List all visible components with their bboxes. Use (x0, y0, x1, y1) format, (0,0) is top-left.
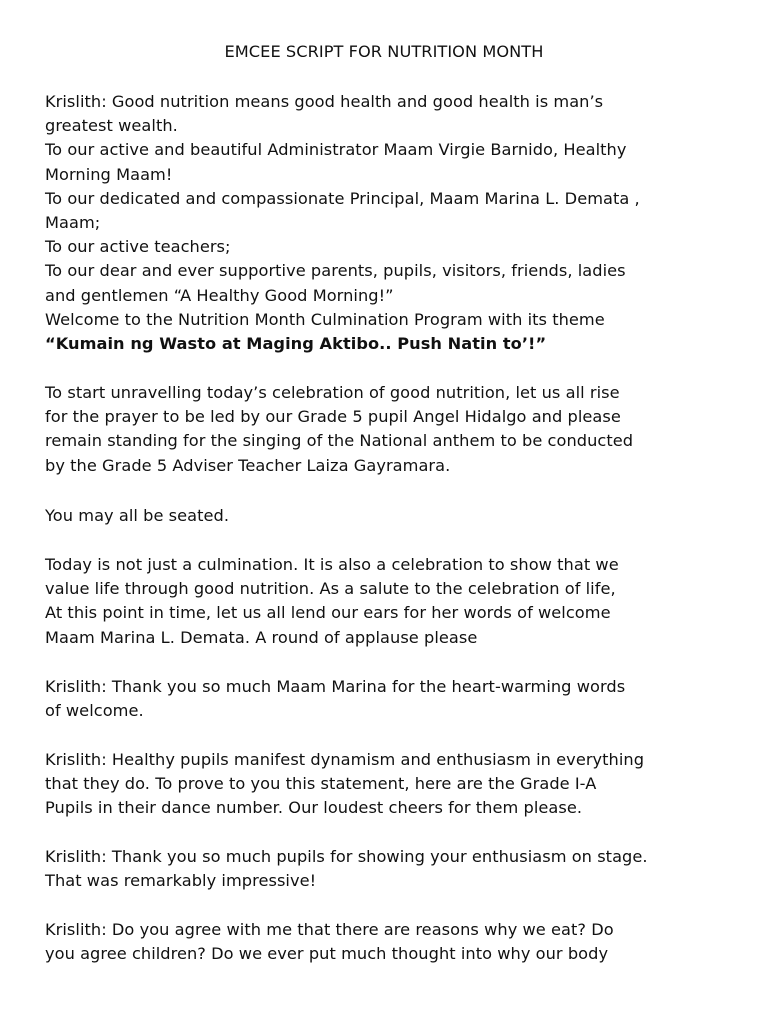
text-line: Welcome to the Nutrition Month Culmination Program with its theme (45, 309, 605, 329)
text-line: greatest wealth. (45, 116, 178, 136)
text-line: value life through good nutrition. As a salute to the celebration of life, (45, 579, 616, 599)
paragraph-welcome (45, 553, 745, 650)
paragraph-thanks-principal (45, 675, 745, 723)
text-line: You may all be seated. (45, 506, 230, 525)
text-line: Morning Maam! (45, 164, 173, 184)
theme-line: “Kumain ng Wasto at Maging Aktibo.. Push Natin to’!” (45, 334, 547, 354)
text-line: you agree children? Do we ever put much thought into why our body (45, 944, 609, 964)
text-line: To our dedicated and compassionate Principal, Maam Marina L. Demata , (45, 188, 640, 208)
text-line: Krislith: Good nutrition means good health and good health is man’s (45, 92, 604, 111)
text-line: Krislith: Thank you so much Maam Marina for the heart-warming words (45, 677, 626, 696)
paragraph-reasons-we-eat (45, 918, 745, 966)
text-line: by the Grade 5 Adviser Teacher Laiza Gayramara. (45, 455, 451, 475)
paragraph-thanks-pupils (45, 845, 745, 893)
paragraph-dance-number (45, 748, 745, 821)
text-line: To our active and beautiful Administrator Maam Virgie Barnido, Healthy (45, 140, 627, 160)
text-line: Pupils in their dance number. Our loudest cheers for them please. (45, 798, 583, 818)
text-line: To start unravelling today’s celebration of good nutrition, let us all rise (45, 383, 620, 402)
text-line: Maam; (45, 213, 101, 233)
text-line: To our active teachers; (45, 237, 231, 257)
text-line: remain standing for the singing of the National anthem to be conducted (45, 431, 634, 451)
text-line: and gentlemen “A Healthy Good Morning!” (45, 285, 394, 305)
document-title: EMCEE SCRIPT FOR NUTRITION MONTH (224, 42, 544, 61)
text-line: for the prayer to be led by our Grade 5 pupil Angel Hidalgo and please (45, 407, 621, 427)
text-line: That was remarkably impressive! (45, 871, 317, 891)
paragraph-greetings (45, 90, 745, 356)
text-line: Krislith: Healthy pupils manifest dynamism and enthusiasm in everything (45, 750, 645, 769)
text-line: Krislith: Thank you so much pupils for showing your enthusiasm on stage. (45, 847, 648, 866)
text-line: Maam Marina L. Demata. A round of applause please (45, 627, 478, 647)
paragraph-prayer (45, 381, 745, 478)
paragraph-seated (45, 504, 745, 528)
text-line: Krislith: Do you agree with me that there are reasons why we eat? Do (45, 920, 614, 939)
text-line: Today is not just a culmination. It is also a celebration to show that we (45, 555, 619, 574)
text-line: that they do. To prove to you this statement, here are the Grade I-A (45, 774, 597, 794)
text-line: At this point in time, let us all lend our ears for her words of welcome (45, 603, 611, 623)
text-line: To our dear and ever supportive parents, pupils, visitors, friends, ladies (45, 261, 626, 281)
text-line: of welcome. (45, 701, 144, 721)
